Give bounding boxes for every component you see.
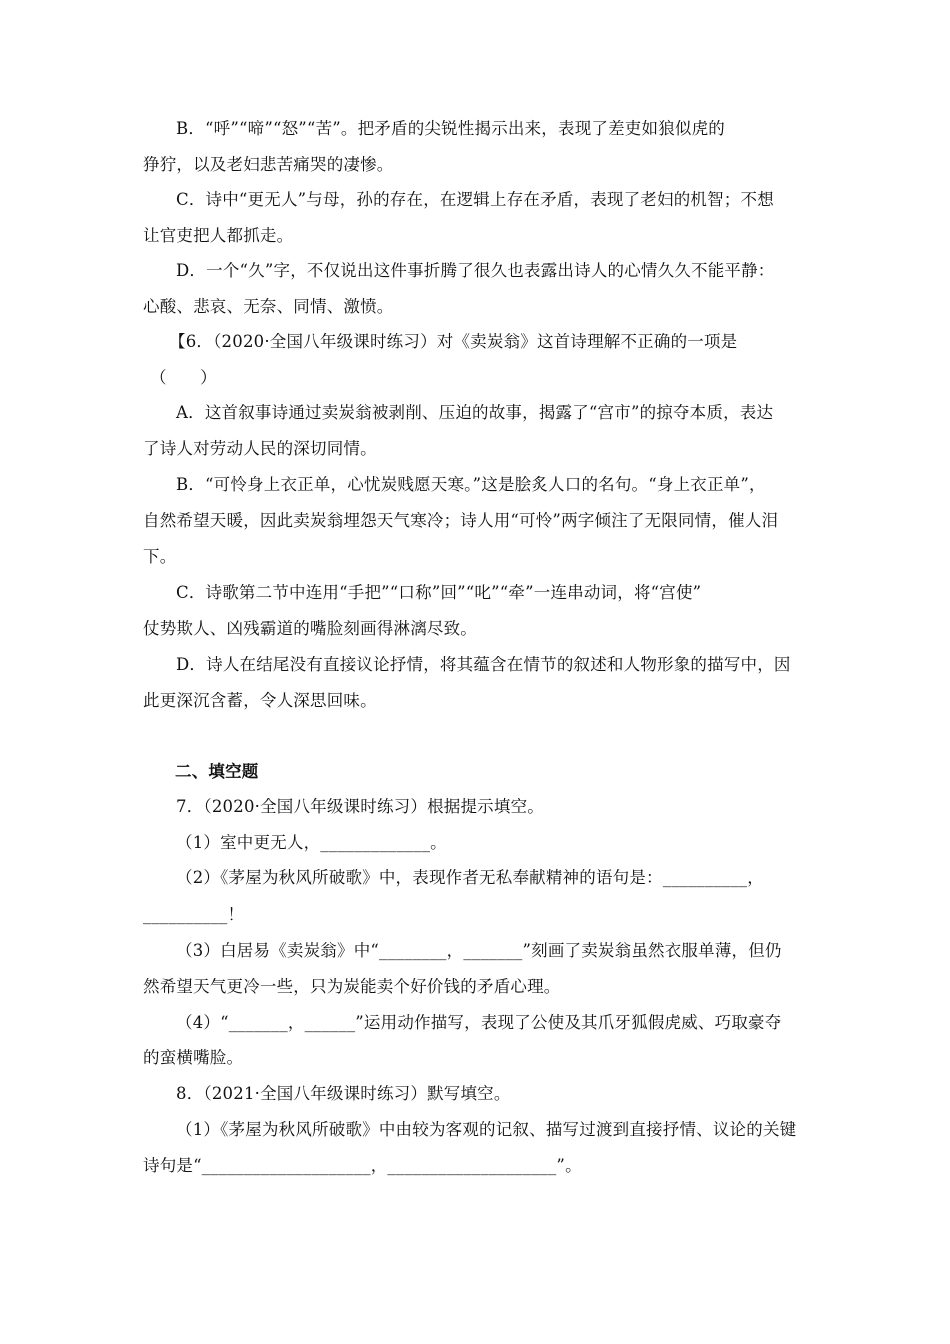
- q6-answer-bracket: （ ）: [150, 368, 217, 387]
- section-title-fill-in: 二、填空题: [175, 762, 259, 781]
- q5-option-b-line2: 狰狞，以及老妇悲苦痛哭的凄惨。: [143, 155, 394, 174]
- q6-option-d-line1: D．诗人在结尾没有直接议论抒情，将其蕴含在情节的叙述和人物形象的描写中，因: [176, 655, 791, 674]
- q6-option-a-line2: 了诗人对劳动人民的深切同情。: [143, 439, 377, 458]
- q7-part2-line1: （2）《茅屋为秋风所破歌》中，表现作者无私奉献精神的语句是：__________，: [176, 868, 764, 887]
- q7-part1: （1）室中更无人，_____________。: [176, 833, 447, 852]
- q6-option-c-line2: 仗势欺人、凶残霸道的嘴脸刻画得淋漓尽致。: [143, 619, 477, 638]
- q8-stem: 8．（2021·全国八年级课时练习）默写填空。: [176, 1084, 511, 1103]
- q8-part1-line2: 诗句是“____________________，____________________”。: [143, 1156, 582, 1175]
- q6-option-b-line3: 下。: [143, 547, 177, 566]
- q5-option-c-line2: 让官吏把人都抓走。: [143, 226, 294, 245]
- q6-stem: 【6．（2020·全国八年级课时练习）对《卖炭翁》这首诗理解不正确的一项是: [169, 332, 738, 351]
- q6-option-b-line2: 自然希望天暖，因此卖炭翁埋怨天气寒冷；诗人用“可怜”两字倾注了无限同情，催人泪: [143, 511, 779, 530]
- q7-part3-line2: 然希望天气更冷一些，只为炭能卖个好价钱的矛盾心理。: [143, 977, 561, 996]
- q7-part4-line2: 的蛮横嘴脸。: [143, 1048, 244, 1067]
- q5-option-d-line1: D．一个“久”字，不仅说出这件事折腾了很久也表露出诗人的心情久久不能平静：: [176, 261, 775, 280]
- q6-option-d-line2: 此更深沉含蓄，令人深思回味。: [143, 691, 377, 710]
- q6-option-b-line1: B．“可怜身上衣正单，心忧炭贱愿天寒。”这是脍炙人口的名句。“身上衣正单”，: [176, 475, 766, 494]
- q5-option-c-line1: C．诗中“更无人”与母，孙的存在，在逻辑上存在矛盾，表现了老妇的机智；不想: [176, 190, 774, 209]
- q7-part4-line1: （4）“_______，______”运用动作描写，表现了公使及其爪牙狐假虎威、巧取豪夺: [176, 1013, 782, 1032]
- q6-option-a-line1: A．这首叙事诗通过卖炭翁被剥削、压迫的故事，揭露了“宫市”的掠夺本质，表达: [176, 403, 774, 422]
- q7-part2-line2: __________！: [143, 905, 245, 924]
- q6-option-c-line1: C．诗歌第二节中连用“手把”“口称”回”“叱”“牵”一连串动词，将“宫使”: [176, 583, 702, 602]
- q8-part1-line1: （1）《茅屋为秋风所破歌》中由较为客观的记叙、描写过渡到直接抒情、议论的关键: [176, 1120, 797, 1139]
- q7-stem: 7．（2020·全国八年级课时练习）根据提示填空。: [176, 797, 544, 816]
- q5-option-b-line1: B．“呼”“啼”“怒”“苦”。把矛盾的尖锐性揭示出来，表现了差吏如狼似虎的: [176, 119, 726, 138]
- q5-option-d-line2: 心酸、悲哀、无奈、同情、激愤。: [143, 297, 394, 316]
- q7-part3-line1: （3）白居易《卖炭翁》中“________，_______”刻画了卖炭翁虽然衣服单薄，但仍: [176, 941, 782, 960]
